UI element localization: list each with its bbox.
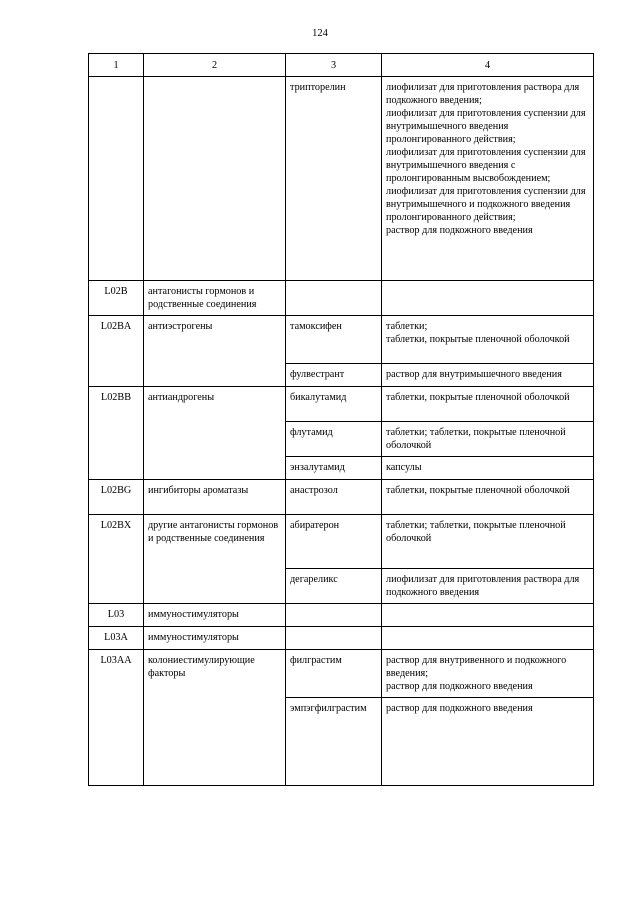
- dosage-form-cell: таблетки; таблетки, покрытые пленочной оболочкой: [382, 422, 594, 457]
- table-row: [89, 316, 594, 364]
- dosage-form-line: таблетки, покрытые пленочной оболочкой: [386, 334, 570, 345]
- atc-drug-table: [88, 53, 594, 786]
- drug-name-cell: дегареликс: [286, 569, 382, 604]
- drug-name-cell: фулвестрант: [286, 364, 382, 387]
- atc-code-cell: L02BX: [89, 515, 144, 604]
- dosage-form-cell: [382, 650, 594, 698]
- atc-code-cell: L03AA: [89, 650, 144, 786]
- table-row: [89, 515, 594, 569]
- group-name-cell: иммуностимуляторы: [144, 604, 286, 627]
- column-header-1: 1: [89, 54, 144, 77]
- dosage-form-cell: таблетки, покрытые пленочной оболочкой: [382, 480, 594, 515]
- drug-name-cell: эмпэгфилграстим: [286, 698, 382, 786]
- drug-name-cell: флутамид: [286, 422, 382, 457]
- dosage-form-cell: [382, 316, 594, 364]
- drug-name-cell: [286, 604, 382, 627]
- group-name-cell: антиандрогены: [144, 387, 286, 480]
- atc-code-cell: L03A: [89, 627, 144, 650]
- dosage-form-cell: лиофилизат для приготовления раствора для подкожного введения: [382, 569, 594, 604]
- dosage-form-cell: [382, 281, 594, 316]
- dosage-form-cell: раствор для внутримышечного введения: [382, 364, 594, 387]
- dosage-form-line: лиофилизат для приготовления суспензии для внутримышечного и подкожного введения пролонгированного действия;: [386, 186, 586, 223]
- drug-name-cell: абиратерон: [286, 515, 382, 569]
- dosage-form-cell: таблетки, покрытые пленочной оболочкой: [382, 387, 594, 422]
- code-cell-empty: [89, 77, 144, 281]
- dosage-form-line: раствор для внутривенного и подкожного введения;: [386, 655, 567, 679]
- table-row: [89, 627, 594, 650]
- group-cell-empty: [144, 77, 286, 281]
- table-row: [89, 281, 594, 316]
- table-row: [89, 650, 594, 698]
- dosage-form-line: лиофилизат для приготовления суспензии для внутримышечного введения с пролонгированным высвобождением;: [386, 147, 586, 184]
- column-header-3: 3: [286, 54, 382, 77]
- dosage-form-cell: таблетки; таблетки, покрытые пленочной оболочкой: [382, 515, 594, 569]
- table-row: [89, 387, 594, 422]
- drug-name-cell: анастрозол: [286, 480, 382, 515]
- drug-name-cell: филграстим: [286, 650, 382, 698]
- atc-code-cell: L02B: [89, 281, 144, 316]
- table-row: [89, 77, 594, 281]
- dosage-form-cell: [382, 77, 594, 281]
- atc-code-cell: L02BG: [89, 480, 144, 515]
- group-name-cell: антагонисты гормонов и родственные соединения: [144, 281, 286, 316]
- page-number: 124: [312, 28, 328, 39]
- dosage-form-line: лиофилизат для приготовления раствора для подкожного введения;: [386, 82, 580, 106]
- dosage-form-line: раствор для подкожного введения: [386, 225, 533, 236]
- drug-name-cell: трипторелин: [286, 77, 382, 281]
- table-row: [89, 480, 594, 515]
- atc-code-cell: L03: [89, 604, 144, 627]
- column-header-4: 4: [382, 54, 594, 77]
- drug-name-cell: энзалутамид: [286, 457, 382, 480]
- group-name-cell: антиэстрогены: [144, 316, 286, 387]
- table-row: [89, 604, 594, 627]
- group-name-cell: колониестимулирующие факторы: [144, 650, 286, 786]
- group-name-cell: другие антагонисты гормонов и родственные соединения: [144, 515, 286, 604]
- dosage-form-cell: [382, 604, 594, 627]
- dosage-form-cell: раствор для подкожного введения: [382, 698, 594, 786]
- drug-name-cell: [286, 627, 382, 650]
- dosage-form-line: раствор для подкожного введения: [386, 681, 533, 692]
- dosage-form-line: таблетки;: [386, 321, 428, 332]
- column-header-2: 2: [144, 54, 286, 77]
- dosage-form-line: лиофилизат для приготовления суспензии для внутримышечного введения пролонгированного действия;: [386, 108, 586, 145]
- drug-name-cell: [286, 281, 382, 316]
- table-header-row: [89, 54, 594, 77]
- atc-code-cell: L02BA: [89, 316, 144, 387]
- drug-name-cell: тамоксифен: [286, 316, 382, 364]
- group-name-cell: ингибиторы ароматазы: [144, 480, 286, 515]
- dosage-form-cell: [382, 627, 594, 650]
- group-name-cell: иммуностимуляторы: [144, 627, 286, 650]
- dosage-form-cell: капсулы: [382, 457, 594, 480]
- atc-code-cell: L02BB: [89, 387, 144, 480]
- drug-name-cell: бикалутамид: [286, 387, 382, 422]
